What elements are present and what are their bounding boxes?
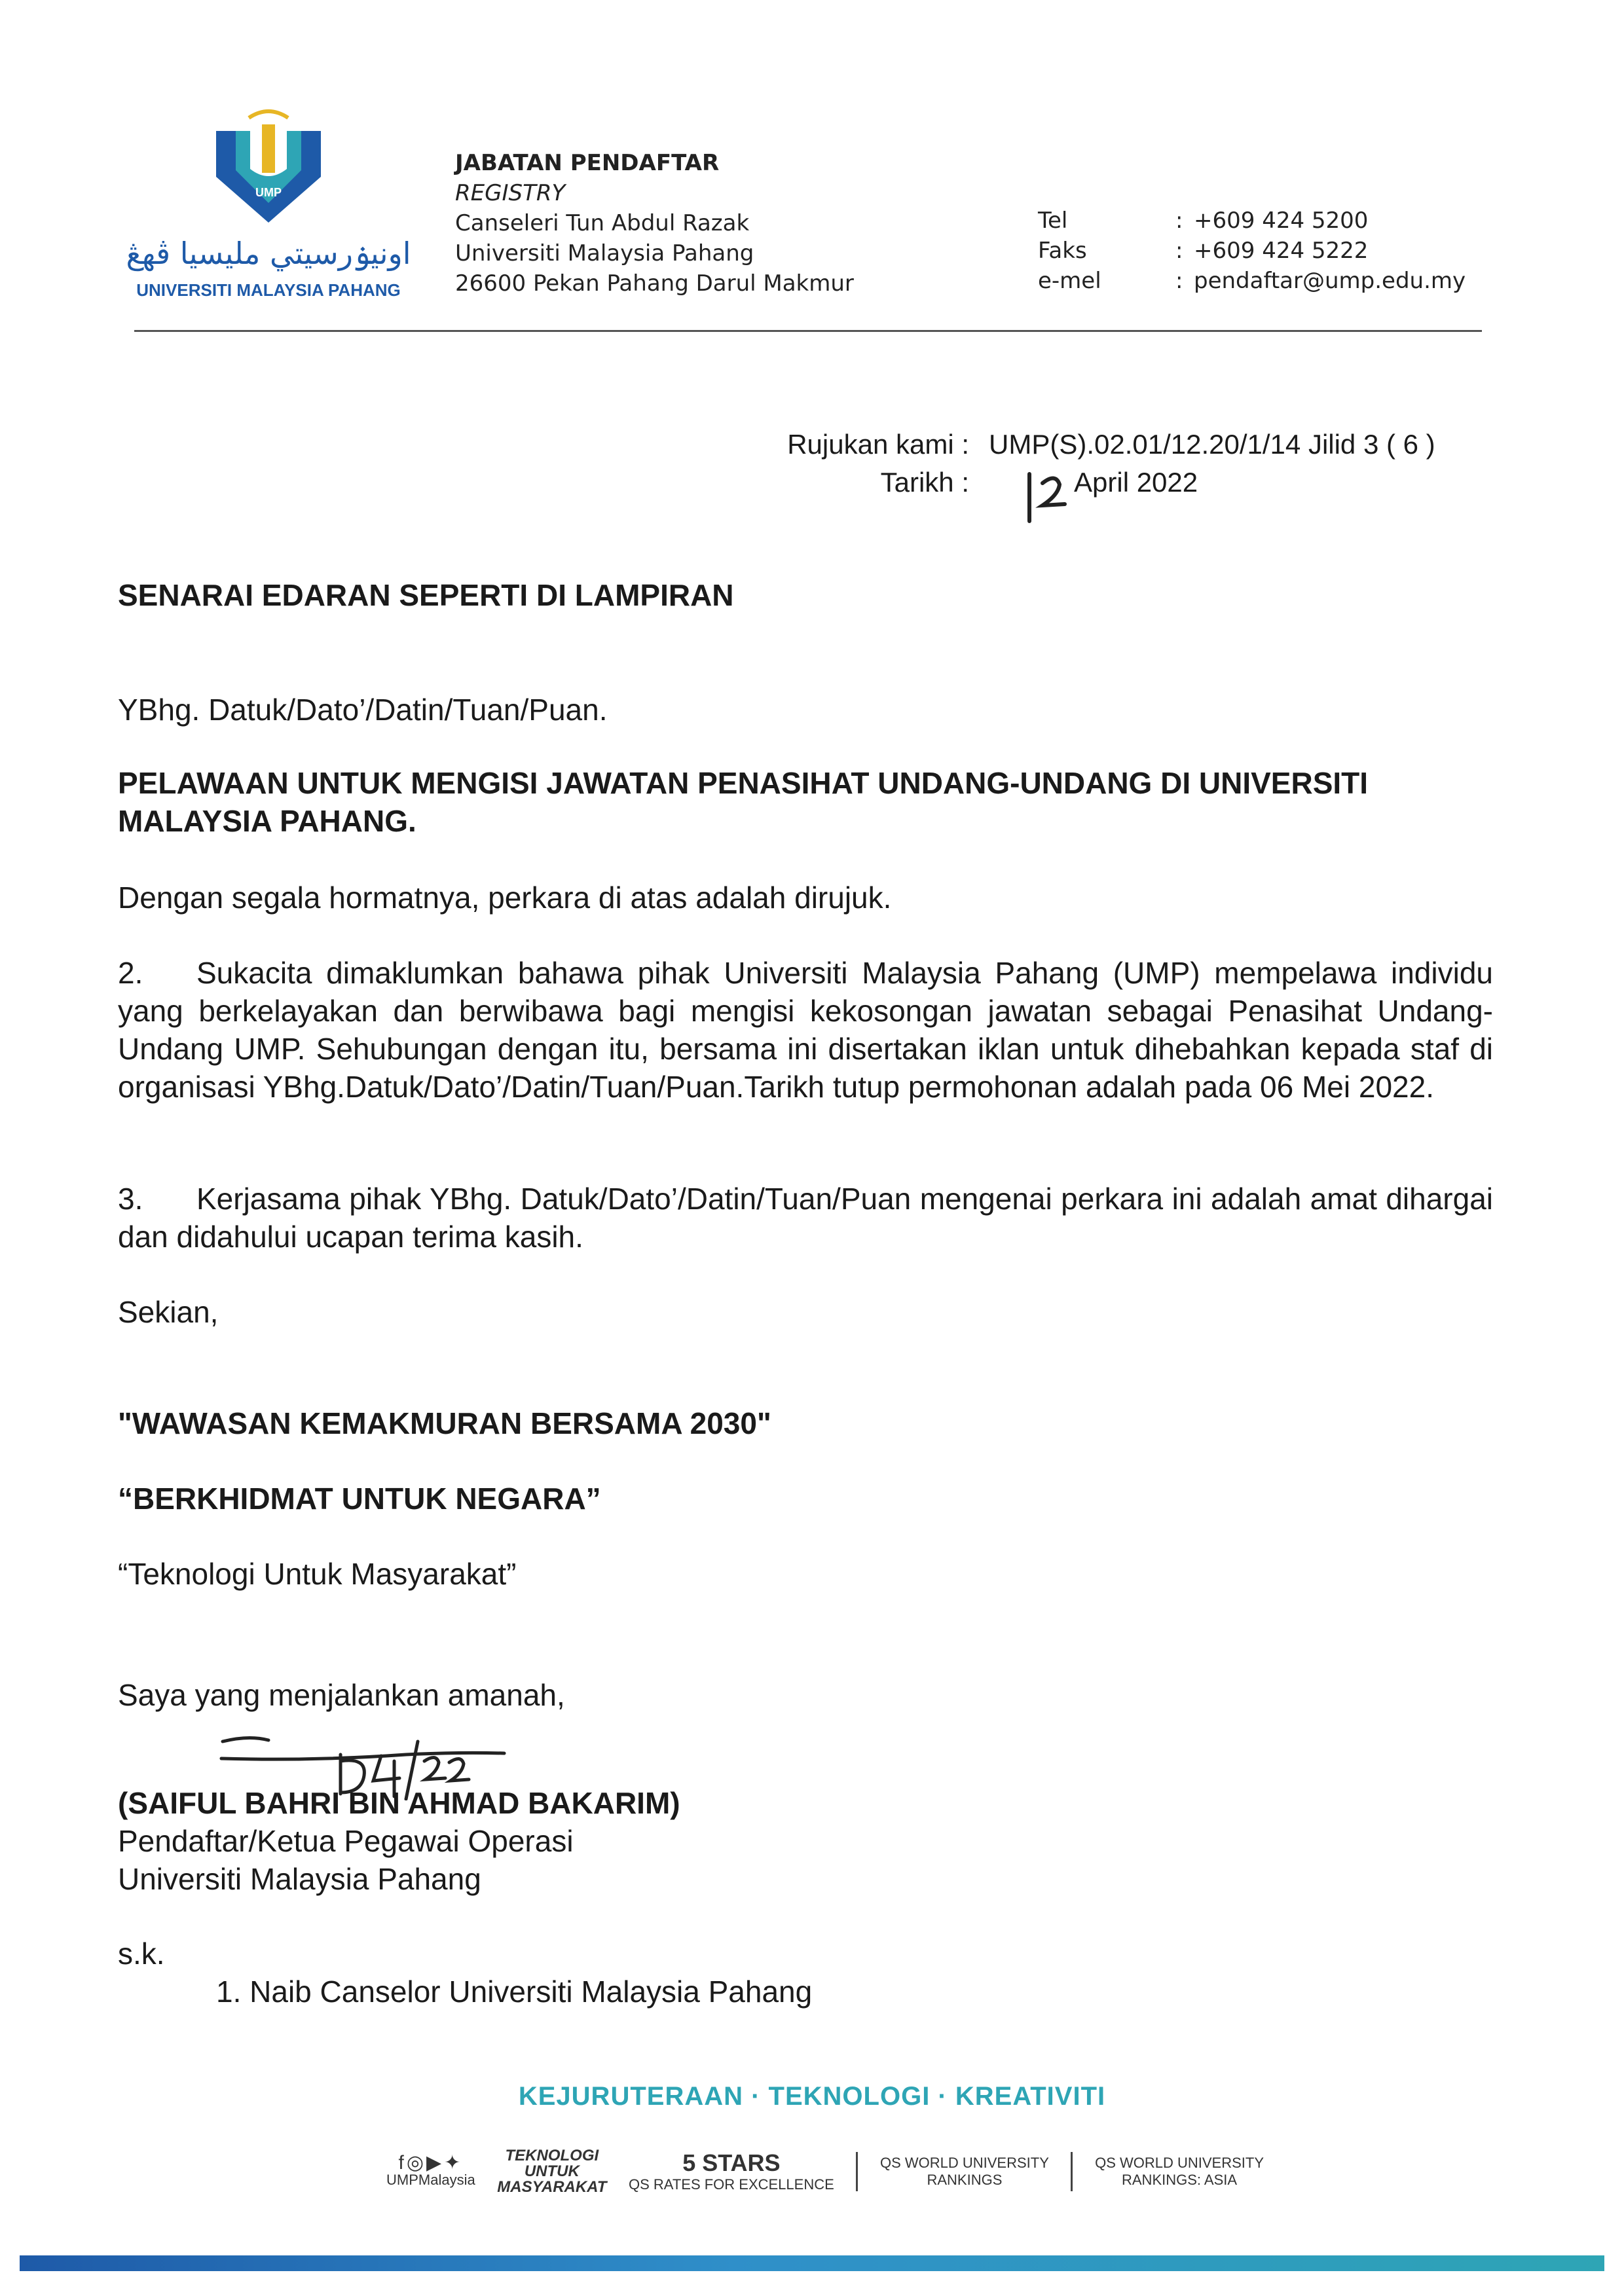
signer-title: Pendaftar/Ketua Pegawai Operasi xyxy=(118,1824,574,1858)
ref-label: Rujukan kami : xyxy=(787,429,969,460)
contact-value: +609 424 5222 xyxy=(1194,238,1369,264)
cc-label: s.k. xyxy=(118,1937,165,1971)
signer-name: (SAIFUL BAHRI BIN AHMAD BAKARIM) xyxy=(118,1786,680,1820)
footer-divider xyxy=(856,2152,858,2191)
ump-shield-icon xyxy=(210,105,327,229)
contact-value: +609 424 5200 xyxy=(1194,208,1369,234)
footer-logo-strip xyxy=(386,2136,1264,2208)
letterhead-divider xyxy=(134,330,1482,332)
contact-label: e-mel xyxy=(1038,268,1101,294)
teknologi-untuk-masyarakat-logo: TEKNOLOGI UNTUK MASYARAKAT xyxy=(497,2147,607,2196)
paragraph-2 xyxy=(118,954,1493,1106)
footer-color-bar xyxy=(20,2255,1604,2271)
paragraph-number: 3. xyxy=(118,1182,143,1216)
contact-fax: Faks : +609 424 5222 xyxy=(1038,236,1466,266)
subject-line: PELAWAAN UNTUK MENGISI JAWATAN PENASIHAT UNDANG-UNDANG DI UNIVERSITI MALAYSIA PAHANG. xyxy=(118,766,1369,838)
instagram-icon: ◎ xyxy=(406,2152,426,2174)
address-line: 26600 Pekan Pahang Darul Makmur xyxy=(455,270,854,297)
date-value: April 2022 xyxy=(1074,467,1198,498)
recipient-line: SENARAI EDARAN SEPERTI DI LAMPIRAN xyxy=(118,578,734,612)
youtube-icon: ▶ xyxy=(426,2152,445,2174)
salutation: YBhg. Datuk/Dato’/Datin/Tuan/Puan. xyxy=(118,693,608,727)
svg-text:UMP: UMP xyxy=(255,186,282,199)
department-name-en: REGISTRY xyxy=(455,180,566,206)
contact-label: Faks xyxy=(1038,238,1087,264)
opening-line: Dengan segala hormatnya, perkara di atas adalah dirujuk. xyxy=(118,881,892,915)
signer-organisation: Universiti Malaysia Pahang xyxy=(118,1862,481,1896)
twitter-icon: ✦ xyxy=(444,2152,464,2174)
handwritten-date-day xyxy=(1023,466,1075,525)
university-logo xyxy=(124,105,413,308)
logo-university-name: UNIVERSITI MALAYSIA PAHANG xyxy=(136,280,401,300)
motto-teknologi: “Teknologi Untuk Masyarakat” xyxy=(118,1557,517,1591)
contact-label: Tel xyxy=(1038,208,1068,234)
paragraph-text: Sukacita dimaklumkan bahawa pihak Universiti Malaysia Pahang (UMP) mempelawa individu yang berkelayakan dan berwibawa bagi mengisi kekosongan jawatan sebagai Penasihat Undang-Undang UMP. Sehubungan dengan itu, bersama ini disertakan iklan untuk dihebahkan kepada staf di organisasi YBhg.Datuk/Dato’/Datin/Tuan/Puan.Tarikh tutup permohonan adalah pada 06 Mei 2022. xyxy=(118,956,1493,1104)
ref-number: UMP(S).02.01/12.20/1/14 Jilid 3 ( 6 ) xyxy=(989,429,1435,460)
social-handle: UMPMalaysia xyxy=(386,2172,475,2188)
closing: Sekian, xyxy=(118,1295,219,1329)
footer-divider xyxy=(1071,2152,1073,2191)
sign-off: Saya yang menjalankan amanah, xyxy=(118,1678,565,1712)
qs-five-stars-logo: 5 STARS QS RATES FOR EXCELLENCE xyxy=(629,2149,834,2193)
date-label: Tarikh : xyxy=(880,467,969,498)
footer-tagline: KEJURUTERAAN · TEKNOLOGI · KREATIVITI xyxy=(518,2082,1106,2111)
contact-email: e-mel : pendaftar@ump.edu.my xyxy=(1038,266,1466,296)
facebook-icon: f xyxy=(398,2152,407,2174)
paragraph-text: Kerjasama pihak YBhg. Datuk/Dato’/Datin/Tuan/Puan mengenai perkara ini adalah amat dihargai dan didahului ucapan terima kasih. xyxy=(118,1182,1493,1254)
motto-wawasan: "WAWASAN KEMAKMURAN BERSAMA 2030" xyxy=(118,1406,771,1440)
paragraph-number: 2. xyxy=(118,956,143,990)
department-address xyxy=(455,148,854,299)
address-line: Canseleri Tun Abdul Razak xyxy=(455,210,750,236)
social-icons xyxy=(386,2152,475,2174)
logo-arabic-name: اونيۏرسيتي مليسيا ڤهڠ xyxy=(126,236,411,271)
paragraph-3 xyxy=(118,1180,1493,1256)
contact-value: pendaftar@ump.edu.my xyxy=(1194,268,1466,294)
qs-asia-rankings-logo: QS WORLD UNIVERSITY RANKINGS: ASIA xyxy=(1095,2155,1264,2188)
address-line: Universiti Malaysia Pahang xyxy=(455,240,754,266)
cc-item: 1. Naib Canselor Universiti Malaysia Pahang xyxy=(216,1975,813,2009)
department-name: JABATAN PENDAFTAR xyxy=(455,150,720,176)
contact-tel: Tel : +609 424 5200 xyxy=(1038,206,1466,236)
motto-berkhidmat: “BERKHIDMAT UNTUK NEGARA” xyxy=(118,1482,601,1516)
contact-block xyxy=(1038,206,1466,296)
social-media-block xyxy=(386,2152,475,2189)
qs-world-rankings-logo: QS WORLD UNIVERSITY RANKINGS xyxy=(879,2155,1049,2188)
reference-labels xyxy=(787,426,969,501)
